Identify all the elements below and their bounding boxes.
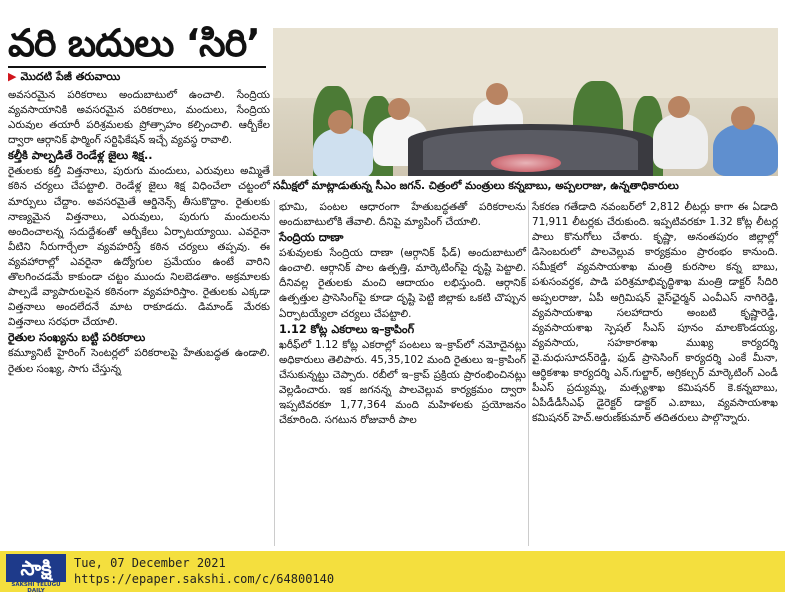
column2-para-0: భూమి, పంటల ఆధారంగా హేతుబద్ధతతో పరికరాలను అందుబాటులోకి తేవాలి. దీనిపై మ్యాపింగ్ చేయాలి. (279, 201, 526, 229)
column1-subhead-1: కల్తీకి పాల్పడితే రెండేళ్ల జైలు శిక్ష.. (8, 149, 153, 163)
column2-para-1: పశువులకు సేంద్రియ దాణా (ఆర్గానిక్ ఫీడ్) అందుబాటులో ఉంచాలి. ఆర్గానిక్ పాల ఉత్పత్తి, మార్కెటింగ్‌పై దృష్టి పెట్టాలి. దీనివల్ల రైతులకు మంచి ఆదాయం లభిస్తుంది. ఆర్గానిక్ ఉత్పత్తుల ప్రాసెసింగ్‌పై కూడా దృష్టి పెట్టి జిల్లాకు ఒకటి చొప్పున ఏర్పాటయ్యేలా చర్యలు చేపట్టాలి. (279, 247, 526, 320)
logo-subtitle: SAKSHI TELUGU DAILY (11, 582, 61, 594)
person-left-2-head (388, 98, 410, 120)
article-column-1 (8, 88, 270, 377)
person-cm-head (486, 83, 508, 105)
epaper-footer (0, 551, 785, 592)
column-rule-1 (274, 200, 275, 546)
epaper-url[interactable]: https://epaper.sakshi.com/c/64800140 (74, 572, 335, 586)
person-right-head (668, 96, 690, 118)
person-left (313, 128, 373, 176)
column1-para-1: రైతులకు కల్తీ విత్తనాలు, పురుగు మందులు, ఎరువులు అమ్మితే కఠిన చర్యలు చేపట్టాలి. రెండేళ్ల జైలు శిక్ష విధించేలా చట్టంలో మార్పులు చేద్దాం. అవసరమైతే ఆర్డినెన్స్ తీసుకొద్దాం. రైతులకు నాణ్యమైన విత్తనాలు, ఎరువులు, పురుగు మందులను అందించాలన్న సదుద్దేశంతో ఆర్బీకేలు ఏర్పాటయ్యాయి. ఎవరైనా వీటిని నీరుగార్చేలా వ్యవహరిస్తే కఠిన చర్యలు తప్పవు. ఈ వ్యవహారాల్లో ఎవరైనా ఉద్యోగుల ప్రమేయం ఉంటే వారిని తొలగించడమే కాకుండా చట్టం ముందు నిలబెడతాం. అక్రమాలకు పాల్పడే వ్యాపారులపైన కఠినంగా వ్యవహరిస్తాం. రైతులకు ఎక్కడా విత్తనాలు అందలేదనే మాట రాకూడదు. డిమాండ్ మేరకు విత్తనాలు సరఫరా చేయాలి. (8, 165, 270, 329)
column1-intro: అవసరమైన పరికరాలు అందుబాటులో ఉంచాలి. సేంద్రియ వ్యవసాయానికి అవసరమైన పరికరాలు, మందులు, సేంద్రియ ఎరువుల తయారీ పరిశ్రమలకు ప్రోత్సాహం కల్పించాలి. ఆర్బీకేల ద్వారా ఆర్గానిక్ ఫార్మింగ్ సర్టిఫికేషన్ ఇచ్చే వ్యవస్థ రావాలి. (8, 89, 270, 147)
column2-para-2: ఖరీఫ్‌లో 1.12 కోట్ల ఎకరాల్లో పంటలు ఇ–క్రాప్‌లో నమోదైనట్లు అధికారులు తెలిపారు. 45,35,102 మంది రైతులు ఇ–క్రాపింగ్ చేసుకున్నట్టు చెప్పారు. రబీలో ఇ–క్రాప్ ప్రక్రియ ప్రారంభించినట్లు వెల్లడించారు. ఇక జగనన్న పాలవెల్లువ కార్యక్రమం ద్వారా ఇప్పటివరకూ 1,77,364 మంది మహిళలకు ప్రయోజనం చేకూరింది. సగటున రోజువారీ పాల (279, 338, 526, 427)
photo-caption: సమీక్షలో మాట్లాడుతున్న సీఎం జగన్. చిత్రంలో మంత్రులు కన్నబాబు, అప్పలరాజు, ఉన్నతాధికారులు (273, 176, 778, 196)
article-column-3 (532, 200, 778, 426)
edition-date: Tue, 07 December 2021 (74, 556, 226, 570)
meeting-photo (273, 28, 778, 176)
headline-rule (8, 66, 266, 68)
column1-para-2: కమ్యూనిటీ హైరింగ్ సెంటర్లలో పరికరాలపై హేతుబద్ధత ఉండాలి. రైతుల సంఖ్య, సాగు చేస్తున్న (8, 347, 270, 375)
flower-bouquet (491, 154, 561, 172)
headline: వరి బదులు ‘సిరి’ (8, 21, 260, 65)
column2-subhead-1: సేంద్రియ దాణా (279, 231, 344, 245)
article-column-2 (279, 200, 526, 428)
continuation-text: మొదటి పేజీ తరువాయి (20, 70, 121, 83)
sakshi-logo (6, 554, 66, 594)
person-right (653, 114, 708, 169)
column2-subhead-2: 1.12 కోట్ల ఎకరాలు ఇ–క్రాపింగ్ (279, 322, 415, 336)
triangle-icon: ▶ (8, 70, 17, 83)
column1-subhead-2: రైతుల సంఖ్యను బట్టి పరికరాలు (8, 331, 146, 345)
person-left-head (328, 110, 352, 134)
column3-para-1: సేకరణ గతేడాది నవంబర్‌లో 2,812 లీటర్లు కాగా ఈ ఏడాది 71,911 లీటర్లకు చేరుకుంది. ఇప్పటివరకూ 1.32 కోట్ల లీటర్ల పాలు కొనుగోలు చేశారు. కృష్ణా, అనంతపురం జిల్లాల్లో డిసెంబరులో పాలవెల్లువ కార్యక్రమం ప్రారంభం కానుంది. సమీక్షలో వ్యవసాయశాఖ మంత్రి కురసాల కన్న బాబు, పశుసంవర్ధక, పాడి పరిశ్రమాభివృద్ధిశాఖ మంత్రి డాక్టర్ సీదిరి అప్పలరాజు, ఏపీ అగ్రిమిషన్ వైస్‌ఛైర్మన్ ఎంవీఎస్ నాగిరెడ్డి, వ్యవసాయశాఖ సలహాదారు అంబటి కృష్ణారెడ్డి, వ్యవసాయశాఖ స్పెషల్ సీఎస్ పూనం మాలకొండయ్య, వ్యవసాయ, సహకారశాఖ ముఖ్య కార్యదర్శి వై.మధుసూదన్‌రెడ్డి, ఫుడ్ ప్రాసెసింగ్ కార్యదర్శి ఎంకే మీనా, ఆర్థికశాఖ కార్యదర్శి ఎన్.గుల్జార్, అగ్రికల్చర్ మార్కెటింగ్ ఎండీ పీఎస్ ప్రద్యుమ్న, మత్స్యశాఖ కమిషనర్ కె.కన్నబాబు, ఏపీడీడీసీఎఫ్ డైరెక్టర్ డాక్టర్ ఎ.బాబు, వ్యవసాయశాఖ కమిషనర్ హెచ్.అరుణ్‌కుమార్ తదితరులు పాల్గొన్నారు. (532, 201, 778, 425)
logo-mark: సాక్షి (6, 554, 66, 582)
continuation-label (8, 70, 120, 86)
column-rule-2 (528, 200, 529, 546)
person-right-2 (713, 124, 778, 176)
person-right-2-head (731, 106, 755, 130)
photo-wall (273, 28, 778, 98)
